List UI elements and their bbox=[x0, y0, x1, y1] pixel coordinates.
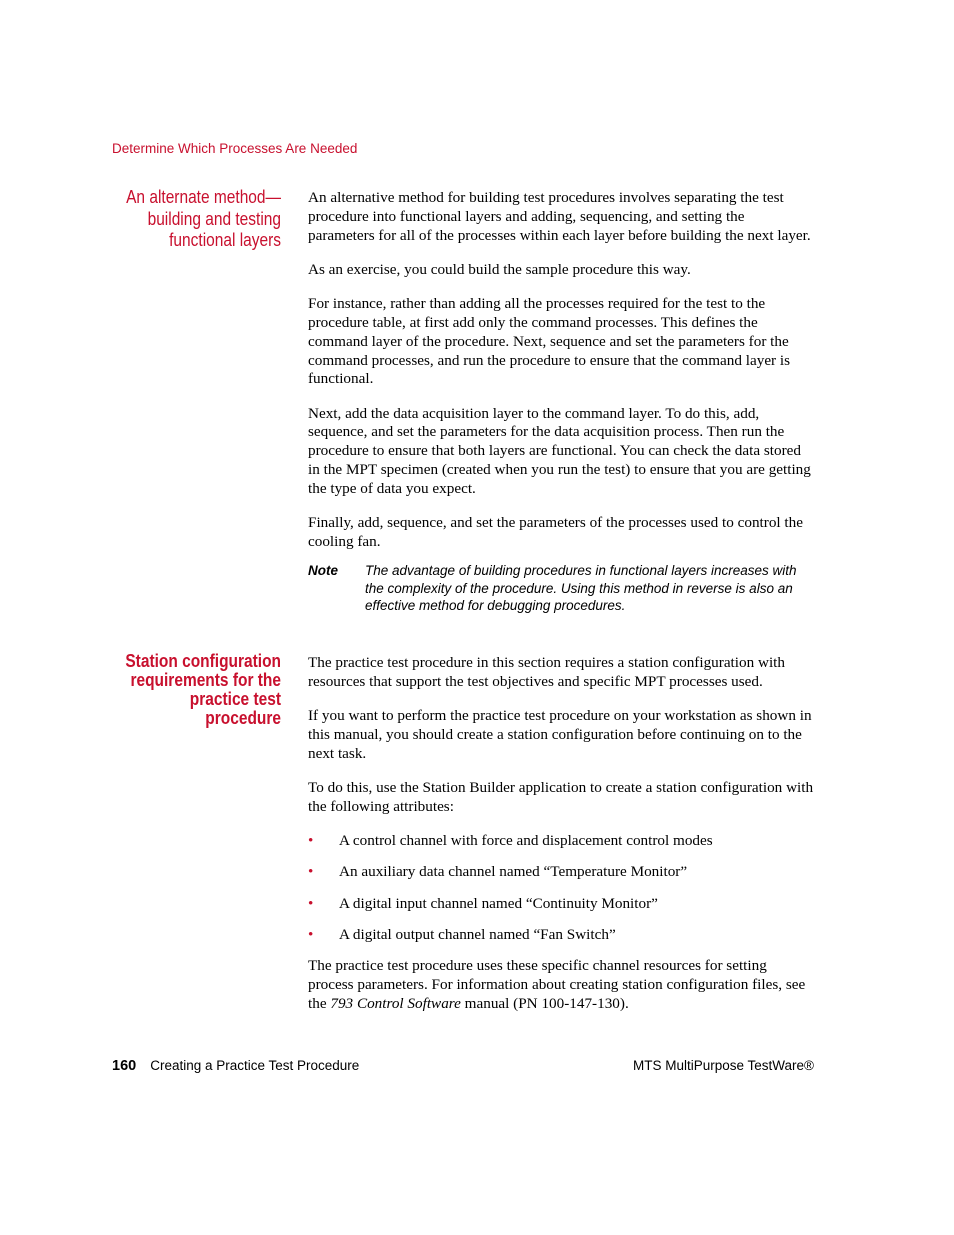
attribute-list bbox=[308, 832, 814, 945]
footer-chapter-title: Creating a Practice Test Procedure bbox=[150, 1058, 360, 1073]
section-heading-alternate-method bbox=[122, 187, 281, 252]
list-item bbox=[308, 926, 814, 945]
heading-line: Station configuration bbox=[125, 651, 282, 671]
note-label: Note bbox=[308, 563, 338, 579]
list-item-text: A digital output channel named “Fan Switch” bbox=[339, 925, 616, 943]
heading-line: practice test bbox=[189, 689, 281, 709]
paragraph: Finally, add, sequence, and set the parameters of the processes used to control the cooling fan. bbox=[308, 514, 803, 550]
heading-line: requirements for the bbox=[130, 670, 281, 690]
paragraph: An alternative method for building test procedures involves separating the test procedure into functional layers and adding, sequencing, and setting the parameters for all of the processes within each layer before building the next layer. bbox=[308, 189, 811, 244]
heading-line: An alternate method— bbox=[126, 187, 282, 207]
section-body-station-configuration bbox=[308, 654, 814, 1029]
closing-text-before: The practice test procedure uses these specific channel resources for setting process parameters. For information about creating station configuration files, see the bbox=[308, 957, 806, 1012]
paragraph: Next, add the data acquisition layer to the command layer. To do this, add, sequence, and set the parameters for the data acquisition process. Then run the procedure to ensure that both layers are functional. You can check the data stored in the MPT specimen (created when you run the test) to ensure that you are getting the type of data you expect. bbox=[308, 404, 811, 497]
paragraph: To do this, use the Station Builder application to create a station configuration with the following attributes: bbox=[308, 778, 814, 815]
footer-product-name: MTS MultiPurpose TestWare® bbox=[633, 1058, 814, 1073]
closing-paragraph bbox=[308, 957, 814, 1013]
paragraph: If you want to perform the practice test procedure on your workstation as shown in this manual, you should create a station configuration before continuing on to the next task. bbox=[308, 707, 812, 762]
list-item-text: A digital input channel named “Continuity Monitor” bbox=[339, 894, 658, 912]
paragraph: The practice test procedure in this section requires a station configuration with resources that support the test objectives and specific MPT processes used. bbox=[308, 654, 785, 690]
bullet-icon: • bbox=[308, 925, 314, 943]
running-head: Determine Which Processes Are Needed bbox=[112, 141, 358, 156]
paragraph: As an exercise, you could build the sample procedure this way. bbox=[308, 260, 691, 278]
page-footer bbox=[112, 1058, 814, 1074]
list-item-text: A control channel with force and displacement control modes bbox=[339, 832, 713, 850]
manual-title-reference: 793 Control Software bbox=[330, 994, 461, 1012]
list-item bbox=[308, 863, 814, 882]
bullet-icon: • bbox=[308, 863, 314, 881]
section-heading-station-configuration bbox=[122, 652, 281, 728]
list-item bbox=[308, 832, 814, 851]
heading-line: functional layers bbox=[169, 230, 281, 250]
heading-line: building and testing bbox=[147, 208, 281, 229]
section-body-alternate-method bbox=[308, 189, 814, 615]
note-block bbox=[308, 562, 814, 615]
heading-line: procedure bbox=[205, 708, 281, 728]
closing-text-after: manual (PN 100-147-130). bbox=[460, 994, 629, 1012]
bullet-icon: • bbox=[308, 894, 314, 912]
list-item-text: An auxiliary data channel named “Temperature Monitor” bbox=[339, 863, 688, 881]
note-text: The advantage of building procedures in functional layers increases with the complexity of the procedure. Using this method in reverse is also an effective method for debugging procedures. bbox=[365, 563, 797, 614]
list-item bbox=[308, 895, 814, 914]
page-number: 160 bbox=[112, 1058, 137, 1074]
paragraph: For instance, rather than adding all the processes required for the test to the procedure table, at first add only the command processes. This defines the command layer of the procedure. Next, sequence and set the parameters for the command processes, and run the procedure to ensure that the command layer is functional. bbox=[308, 295, 791, 388]
bullet-icon: • bbox=[308, 832, 314, 850]
